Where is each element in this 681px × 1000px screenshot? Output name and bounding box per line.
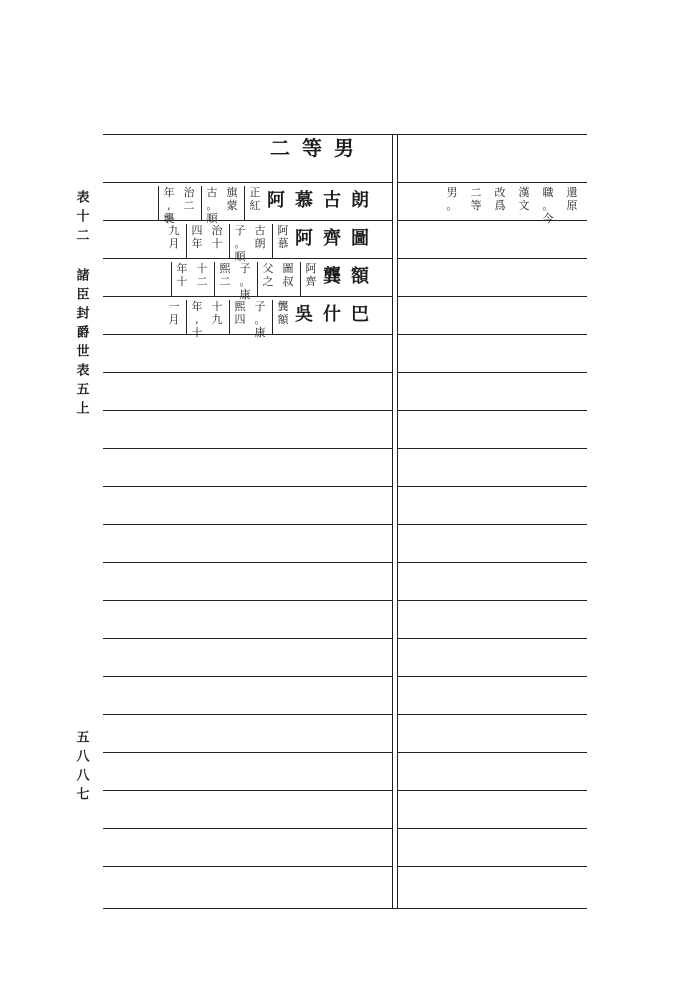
row-rule-left xyxy=(103,638,392,639)
person-name: 阿慕古朗 xyxy=(267,190,379,211)
annotation-line: 熙 四 xyxy=(229,300,248,334)
row-rule-left xyxy=(103,410,392,411)
row-rule-right xyxy=(397,638,587,639)
person-name: 阿齊圖 xyxy=(295,228,379,249)
annotation-line: 正 紅 xyxy=(244,186,263,220)
row-rule-left xyxy=(103,182,392,183)
row-rule-right xyxy=(397,676,587,677)
row-rule-left xyxy=(103,524,392,525)
page-number-text: 五八八七 xyxy=(73,730,89,806)
table-number-label xyxy=(70,190,92,251)
row-rule-left xyxy=(103,334,392,335)
annotation-line: 一 月 xyxy=(168,300,180,326)
annotation-line: 年 , 襲 xyxy=(158,186,177,220)
annotation-line: 年 , 十 xyxy=(186,300,205,334)
rank-heading xyxy=(270,138,380,178)
right-note-line: 二 等 xyxy=(470,186,482,212)
row-rule-right xyxy=(397,334,587,335)
annotation-line: 十 二 xyxy=(196,262,208,288)
annotation-line: 治 十 xyxy=(211,224,223,250)
right-note-line: 男 。 xyxy=(446,186,458,212)
row-rule-right xyxy=(397,866,587,867)
row-rule-right xyxy=(397,828,587,829)
annotation-line: 子 。 順 xyxy=(229,224,248,258)
annotation-line: 年 十 xyxy=(171,262,190,296)
annotation-line: 子 。 康 xyxy=(239,262,251,301)
table-row xyxy=(110,262,385,301)
annotation-line: 治 二 xyxy=(183,186,195,212)
row-rule-left xyxy=(103,562,392,563)
table-title-text: 諸臣封爵世表五上 xyxy=(73,268,89,420)
annotation-line: 父 之 xyxy=(257,262,276,296)
row-rule-left xyxy=(103,752,392,753)
right-note-line: 還 原 xyxy=(566,186,578,212)
right-note-line: 改 爲 xyxy=(494,186,506,212)
row-rule-left xyxy=(103,866,392,867)
annotation-line: 熙 二 xyxy=(214,262,233,296)
table-row xyxy=(110,300,385,339)
row-rule-right xyxy=(397,486,587,487)
table-top-rule xyxy=(103,134,587,135)
page-number xyxy=(70,730,92,810)
row-rule-right xyxy=(397,448,587,449)
table-row xyxy=(110,224,385,263)
annotation-line: 四 年 xyxy=(186,224,205,258)
person-name: 吳什巴 xyxy=(295,304,379,325)
row-rule-right xyxy=(397,372,587,373)
right-note-line: 漢 文 xyxy=(518,186,530,212)
annotation-line: 子 。 康 xyxy=(254,300,266,339)
row-rule-right xyxy=(397,296,587,297)
annotation-line: 龔 額 xyxy=(272,300,291,334)
right-note-line: 職 。 今 xyxy=(542,186,554,225)
annotation-line: 圖 叔 xyxy=(282,262,294,288)
row-rule-left xyxy=(103,220,392,221)
row-rule-right xyxy=(397,714,587,715)
annotation-line: 阿 齊 xyxy=(300,262,319,296)
table-number-text: 表十二 xyxy=(73,190,89,247)
annotation-line: 古 朗 xyxy=(254,224,266,250)
rank-heading-text: 二等男 xyxy=(270,136,366,160)
row-rule-right xyxy=(397,182,587,183)
row-rule-left xyxy=(103,372,392,373)
person-name: 龔額 xyxy=(323,266,379,287)
row-rule-left xyxy=(103,676,392,677)
right-note xyxy=(410,186,580,225)
row-rule-right xyxy=(397,410,587,411)
table-row xyxy=(110,186,385,225)
annotation-line: 九 月 xyxy=(168,224,180,250)
row-rule-right xyxy=(397,600,587,601)
table-bottom-rule xyxy=(103,908,587,909)
annotation-line: 阿 慕 xyxy=(272,224,291,258)
row-rule-left xyxy=(103,714,392,715)
row-rule-left xyxy=(103,790,392,791)
row-rule-right xyxy=(397,220,587,221)
annotation-line: 古 。 順 xyxy=(201,186,220,220)
annotation-line: 旗 蒙 xyxy=(226,186,238,212)
table-title-label xyxy=(70,268,92,424)
row-rule-left xyxy=(103,448,392,449)
row-rule-right xyxy=(397,790,587,791)
row-rule-left xyxy=(103,486,392,487)
column-divider-left xyxy=(392,134,393,908)
column-divider-right xyxy=(397,134,398,908)
row-rule-left xyxy=(103,828,392,829)
row-rule-left xyxy=(103,600,392,601)
annotation-line: 十 九 xyxy=(211,300,223,326)
row-rule-right xyxy=(397,258,587,259)
row-rule-right xyxy=(397,562,587,563)
row-rule-right xyxy=(397,524,587,525)
row-rule-right xyxy=(397,752,587,753)
